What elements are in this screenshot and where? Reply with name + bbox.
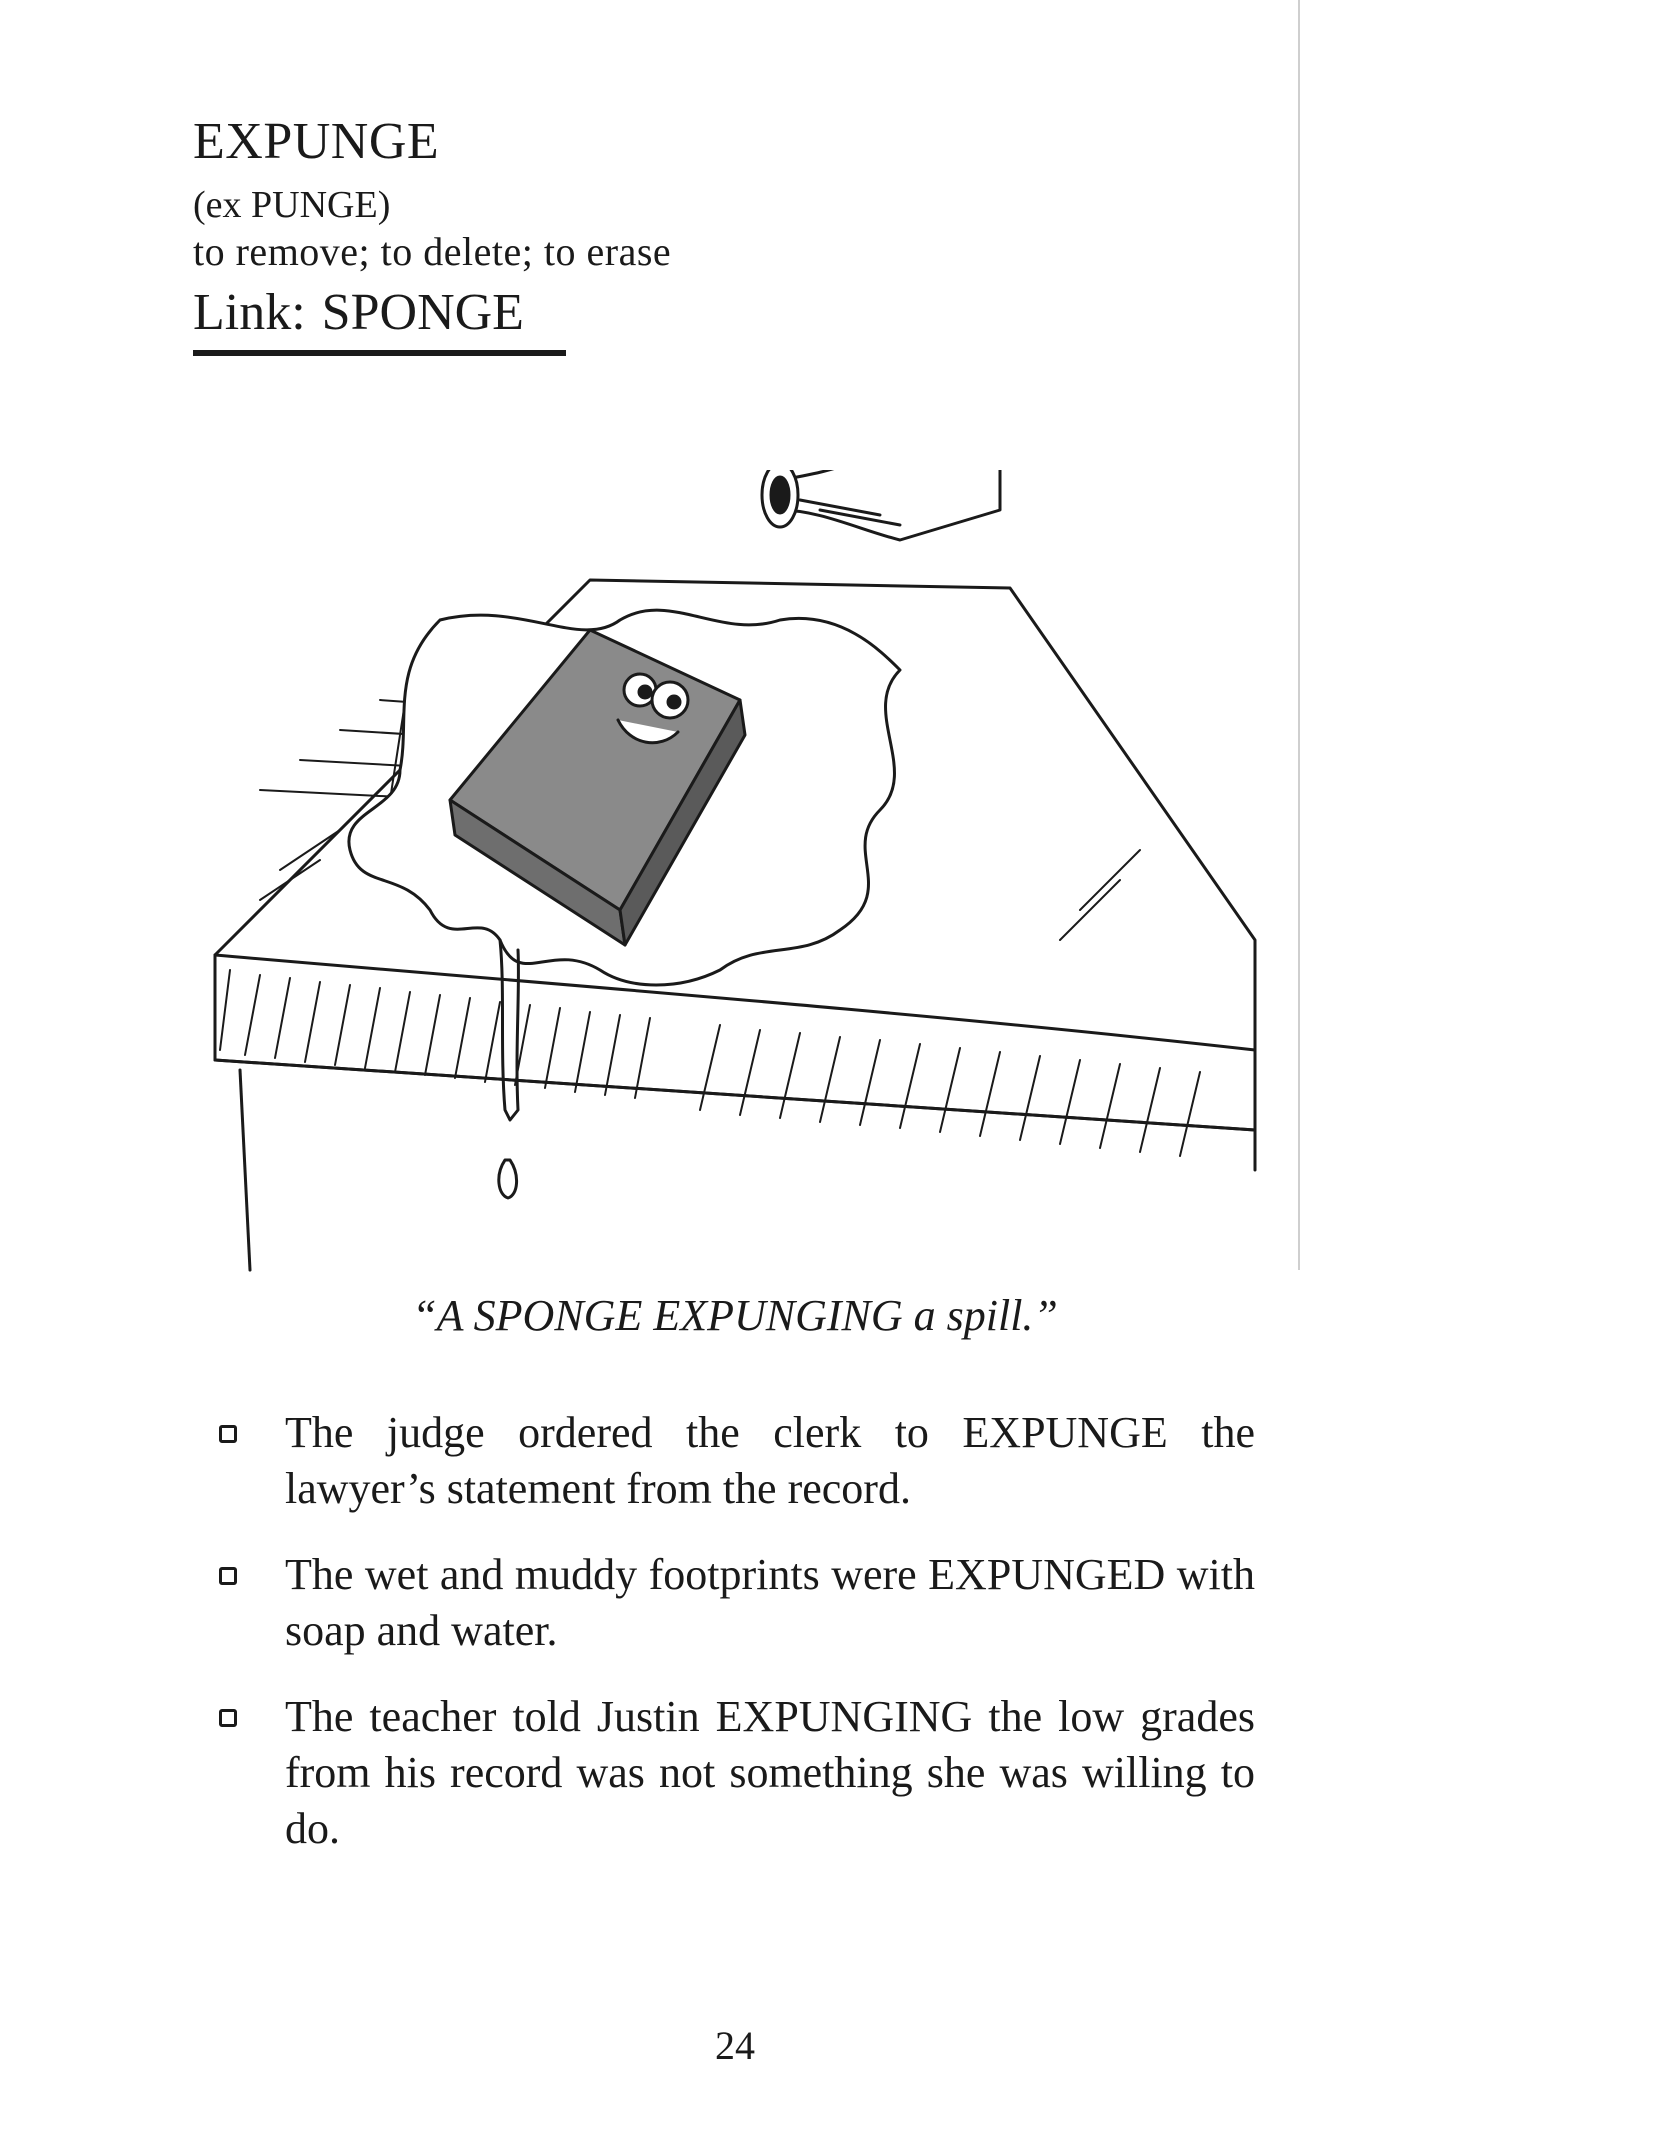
example-text: The wet and muddy footprints were EXPUNGED with soap and water. xyxy=(285,1550,1255,1655)
checkbox-icon xyxy=(219,1567,237,1585)
link-line xyxy=(193,284,524,341)
example-sentences-list xyxy=(215,1405,1255,1887)
falling-drop xyxy=(499,1160,517,1198)
checkbox-icon xyxy=(219,1425,237,1443)
checkbox-icon xyxy=(219,1709,237,1727)
example-text: The teacher told Justin EXPUNGING the low grades from his record was not something she was willing to do. xyxy=(285,1692,1255,1853)
example-text: The judge ordered the clerk to EXPUNGE the lawyer’s statement from the record. xyxy=(285,1408,1255,1513)
page-edge-line xyxy=(1298,0,1300,1270)
headword: EXPUNGE xyxy=(193,113,440,170)
tipped-bottle xyxy=(762,470,1000,540)
definition: to remove; to delete; to erase xyxy=(193,229,672,274)
link-word: SPONGE xyxy=(321,284,524,341)
illustration-caption: “A SPONGE EXPUNGING a spill.” xyxy=(412,1291,1058,1340)
link-label: Link: xyxy=(193,284,306,341)
sponge-cartoon-illustration xyxy=(200,470,1270,1290)
example-sentence xyxy=(215,1689,1255,1857)
link-underline xyxy=(193,350,566,356)
example-sentence xyxy=(215,1547,1255,1659)
example-sentence xyxy=(215,1405,1255,1517)
pronunciation: (ex PUNGE) xyxy=(193,184,391,226)
table-leg xyxy=(240,1070,250,1270)
page-number: 24 xyxy=(715,2023,755,2068)
